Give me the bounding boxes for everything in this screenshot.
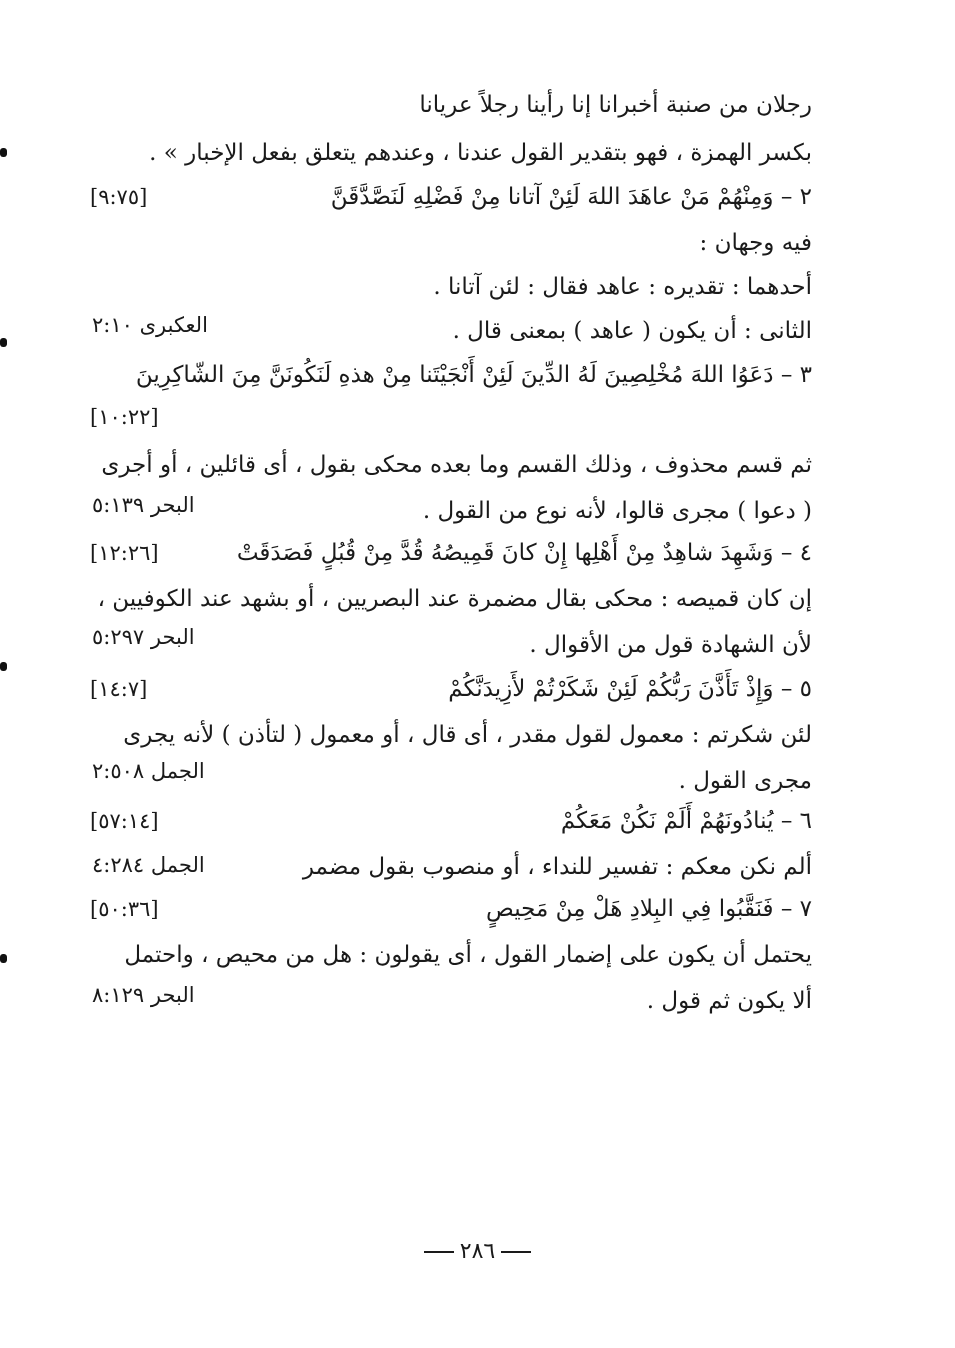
quran-verse-3: ٣ – دَعَوُا اللهَ مُخْلِصِينَ لَهُ الدِّينَ لَئِنْ أَنْجَيْتَنا مِنْ هذهِ لَنَكُونَنَّ مِنَ الشّاكِرِينَ xyxy=(135,362,812,388)
text-line: ( دعوا ) مجرى قالوا، لأنه نوع من القول . xyxy=(422,498,812,524)
text-line: أحدهما : تقديره : عاهد فقال : لئن آتانا . xyxy=(433,274,812,300)
source-note: البحر ٨:١٢٩ xyxy=(92,983,195,1007)
source-note: الجمل ٤:٢٨٤ xyxy=(92,853,205,877)
page-footer xyxy=(0,1237,955,1267)
text-line: فيه وجهان : xyxy=(699,230,812,256)
verse-line: رجلان من صنبة أخبرانا إنا رأينا رجلاً عريانا xyxy=(419,92,812,118)
quran-verse-6: ٦ – يُنادُونَهُمْ أَلَمْ نَكُنْ مَعَكُمْ xyxy=(560,808,812,834)
verse-reference: [١٢:٢٦] xyxy=(90,541,159,565)
verse-reference: [٩:٧٥] xyxy=(90,185,148,209)
footer-dash xyxy=(424,1251,454,1253)
binding-mark xyxy=(0,148,7,157)
source-note: العكبرى ٢:١٠ xyxy=(92,313,208,337)
binding-mark xyxy=(0,954,7,963)
text-line: مجرى القول . xyxy=(678,768,812,794)
text-line: ألم نكن معكم : تفسير للنداء ، أو منصوب بقول مضمر xyxy=(302,854,812,880)
page-number: ٢٨٦ xyxy=(459,1239,496,1264)
quran-verse-5: ٥ – وَإِذْ تَأَذَّنَ رَبُّكُمْ لَئِنْ شَكَرْتُمْ لأَزِيدَنَّكُمْ xyxy=(448,676,812,702)
verse-reference: [٥٧:١٤] xyxy=(90,809,159,833)
text-line: يحتمل أن يكون على إضمار القول ، أى يقولون : هل من محيص ، واحتمل xyxy=(124,942,812,968)
binding-mark xyxy=(0,338,7,347)
verse-reference: [١٠:٢٢] xyxy=(90,405,159,429)
footer-dash xyxy=(501,1251,531,1253)
source-note: البحر ٥:١٣٩ xyxy=(92,493,195,517)
source-note: الجمل ٢:٥٠٨ xyxy=(92,759,205,783)
source-note: البحر ٥:٢٩٧ xyxy=(92,625,195,649)
text-line: لأن الشهادة قول من الأقوال . xyxy=(529,632,812,658)
quran-verse-7: ٧ – فَنَقَّبُوا فِي البِلادِ هَلْ مِنْ مَحِيصٍ xyxy=(486,896,812,922)
text-line: بكسر الهمزة ، فهو بتقدير القول عندنا ، وعندهم يتعلق بفعل الإخبار » . xyxy=(149,140,812,166)
text-line: ثم قسم محذوف ، وذلك القسم وما بعده محكى بقول ، أى قائلين ، أو أجرى xyxy=(101,452,812,478)
text-line: الثانى : أن يكون ( عاهد ) بمعنى قال . xyxy=(452,318,812,344)
quran-verse-2: ٢ – وَمِنْهُمْ مَنْ عاهَدَ اللهَ لَئِنْ آتانا مِنْ فَضْلِهِ لَنَصَّدَّقَنَّ xyxy=(330,184,812,210)
text-line: لئن شكرتم : معمول لقول مقدر ، أى قال ، أو معمول ( لتأذن ) لأنه يجرى xyxy=(123,722,812,748)
verse-reference: [١٤:٧] xyxy=(90,677,148,701)
verse-reference: [٥٠:٣٦] xyxy=(90,897,159,921)
quran-verse-4: ٤ – وَشَهِدَ شاهِدٌ مِنْ أَهْلِها إِنْ كانَ قَمِيصُهُ قُدَّ مِنْ قُبُلٍ فَصَدَقَتْ xyxy=(236,540,812,566)
text-line: إن كان قميصه : محكى بقال مضمرة عند البصريين ، أو بشهد عند الكوفيين ، xyxy=(97,586,812,612)
binding-mark xyxy=(0,662,7,671)
text-line: ألا يكون ثم قول . xyxy=(646,988,812,1014)
